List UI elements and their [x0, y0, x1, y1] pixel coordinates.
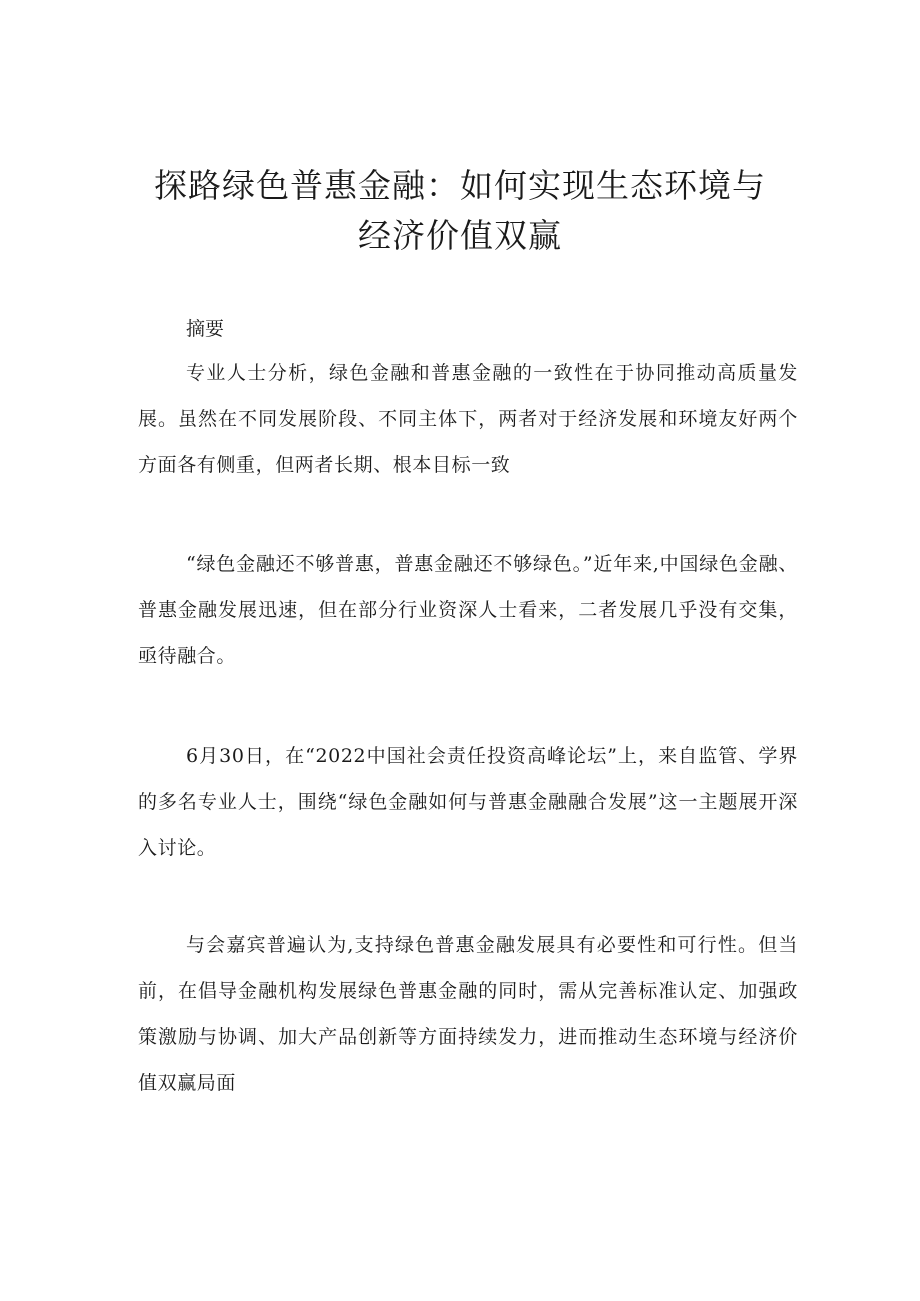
document-title-line-1: 探路绿色普惠金融：如何实现生态环境与 — [154, 166, 766, 205]
abstract-label: 摘要 — [186, 318, 225, 340]
paragraph-3: 6月30日，在“2022中国社会责任投资高峰论坛”上，来自监管、学界的多名专业人士，围绕“绿色金融如何与普惠金融融合发展”这一主题展开深入讨论。 — [138, 745, 798, 859]
paragraph-2: “绿色金融还不够普惠，普惠金融还不够绿色。”近年来,中国绿色金融、普惠金融发展迅速，但在部分行业资深人士看来，二者发展几乎没有交集，亟待融合。 — [138, 553, 798, 667]
paragraph-4: 与会嘉宾普遍认为,支持绿色普惠金融发展具有必要性和可行性。但当前，在倡导金融机构发展绿色普惠金融的同时，需从完善标准认定、加强政策激励与协调、加大产品创新等方面持续发力，进而推动生态环境与经济价值双赢局面 — [138, 934, 798, 1094]
document-title-line-2: 经济价值双赢 — [358, 216, 562, 255]
paragraph-1: 专业人士分析，绿色金融和普惠金融的一致性在于协同推动高质量发展。虽然在不同发展阶段、不同主体下，两者对于经济发展和环境友好两个方面各有侧重，但两者长期、根本目标一致 — [138, 362, 798, 476]
